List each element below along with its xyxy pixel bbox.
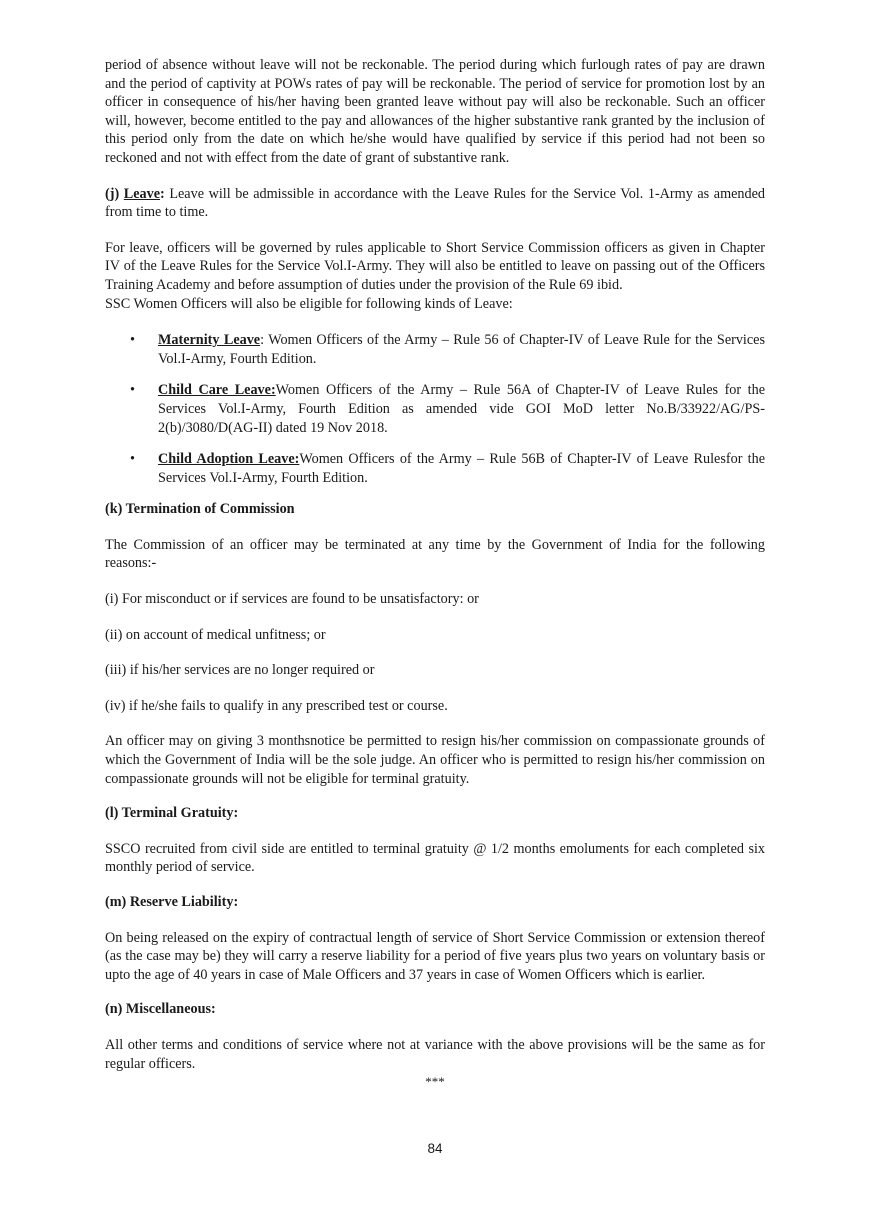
- end-stars: ***: [425, 1074, 445, 1090]
- bullet-text: : Women Officers of the Army – Rule 56 of Chapter-IV of Leave Rule for the Services Vol.I-Army, Fourth Edition.: [158, 332, 765, 367]
- leave-kinds-list: [105, 331, 765, 487]
- list-item-child-care-leave: [105, 381, 765, 437]
- bullet-icon: •: [130, 451, 135, 468]
- termination-intro: The Commission of an officer may be terminated at any time by the Government of India for the following reasons:-: [105, 536, 765, 572]
- document-page: [105, 56, 765, 1091]
- bullet-label: Child Adoption Leave:: [158, 451, 300, 468]
- leave-paragraph-3: SSC Women Officers will also be eligible for following kinds of Leave:: [105, 295, 513, 312]
- leave-prefix: (j): [105, 185, 124, 202]
- leave-colon: :: [160, 185, 165, 202]
- bullet-text: Women Officers of the Army – Rule 56A of Chapter-IV of Leave Rules for the Services Vol.I-Army, Fourth Edition as amended vide GOI MoD letter No.B/33922/AG/PS-2(b)/3080/D(AG-II) dated 19 Nov 2018.: [158, 382, 765, 436]
- bullet-label: Child Care Leave:: [158, 382, 276, 399]
- intro-paragraph: period of absence without leave will not be reckonable. The period during which furlough rates of pay are drawn and the period of captivity at POWs rates of pay will be reckonable. The period of service for promotion lost by an officer in consequence of his/her having been granted leave without pay will also be reckonable. Such an officer will, however, become entitled to the pay and allowances of the higher substantive rank granted by the inclusion of this period only from the date on which he/she would have qualified by service if this period had not been so reckoned and not with effect from the date of grant of substantive rank.: [105, 57, 765, 166]
- leave-paragraph: [105, 185, 765, 222]
- termination-reason-1: (i) For misconduct or if services are found to be unsatisfactory: or: [105, 591, 479, 608]
- reserve-paragraph: On being released on the expiry of contractual length of service of Short Service Commission or extension thereof (as the case may be) they will carry a reserve liability for a period of five years plus two years on voluntary basis or upto the age of 40 years in case of Male Officers and 37 years in case of Women Officers which is earlier.: [105, 929, 765, 983]
- termination-reason-4: (iv) if he/she fails to qualify in any prescribed test or course.: [105, 697, 448, 714]
- gratuity-heading: (l) Terminal Gratuity:: [105, 805, 239, 822]
- bullet-label: Maternity Leave: [158, 332, 261, 349]
- page-number: 84: [427, 1141, 443, 1156]
- misc-paragraph: All other terms and conditions of service where not at variance with the above provisions will be the same as for regular officers.: [105, 1036, 765, 1072]
- termination-heading: (k) Termination of Commission: [105, 501, 295, 518]
- bullet-text: Women Officers of the Army – Rule 56B of Chapter-IV of Leave Rulesfor the Services Vol.I-Army, Fourth Edition.: [158, 451, 765, 486]
- gratuity-paragraph: SSCO recruited from civil side are entitled to terminal gratuity @ 1/2 months emoluments for each completed six monthly period of service.: [105, 840, 765, 876]
- leave-title: Leave: [123, 185, 161, 202]
- bullet-icon: •: [130, 332, 135, 349]
- reserve-heading: (m) Reserve Liability:: [105, 894, 239, 910]
- bullet-icon: •: [130, 382, 135, 399]
- termination-reason-2: (ii) on account of medical unfitness; or: [105, 626, 326, 643]
- list-item-maternity-leave: [105, 331, 765, 368]
- leave-paragraph-2: For leave, officers will be governed by rules applicable to Short Service Commission officers as given in Chapter IV of the Leave Rules for the Service Vol.I-Army. They will also be entitled to leave on passing out of the Officers Training Academy and before assumption of duties under the provision of the Rule 69 ibid.: [105, 239, 765, 293]
- list-item-child-adoption-leave: [105, 450, 765, 487]
- leave-text: Leave will be admissible in accordance with the Leave Rules for the Service Vol. 1-Army as amended from time to time.: [105, 185, 765, 221]
- termination-reason-3: (iii) if his/her services are no longer required or: [105, 662, 375, 679]
- misc-heading: (n) Miscellaneous:: [105, 1001, 216, 1018]
- resignation-paragraph: An officer may on giving 3 monthsnotice be permitted to resign his/her commission on compassionate grounds of which the Government of India will be the sole judge. An officer who is permitted to resign his/her commission on compassionate grounds will not be eligible for terminal gratuity.: [105, 733, 765, 787]
